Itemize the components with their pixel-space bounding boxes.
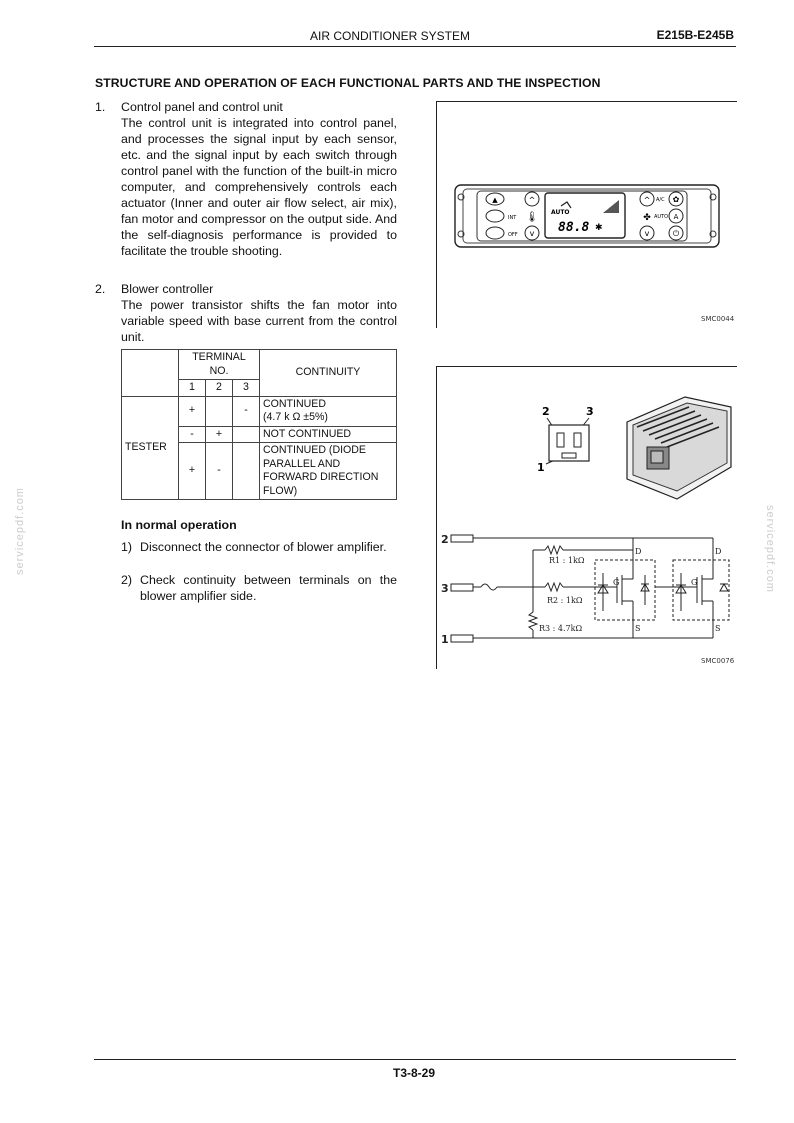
list-item-1 — [95, 99, 397, 259]
table-cell: + — [206, 426, 233, 443]
table-cell-continuity: CONTINUED (DIODE PARALLEL AND FORWARD DIRECTION FLOW) — [260, 443, 397, 500]
list-item-number: 2. — [95, 282, 106, 296]
control-panel-drawing — [437, 102, 737, 328]
terminal-label-3: 3 — [441, 582, 449, 595]
figure-code: SMC0076 — [701, 657, 735, 665]
header-rule — [94, 46, 736, 47]
pin-label-s: S — [715, 624, 721, 633]
label-int: INT — [508, 215, 517, 221]
temp-down-button — [525, 226, 539, 240]
table-header-terminal: TERMINAL NO. — [179, 350, 260, 380]
table-cell: - — [233, 396, 260, 426]
terminal-label-2: 2 — [441, 533, 449, 546]
normal-operation-heading: In normal operation — [121, 518, 237, 532]
table-cell-continuity: NOT CONTINUED — [260, 426, 397, 443]
list-item-title: Blower controller — [121, 282, 214, 296]
table-cell — [206, 396, 233, 426]
watermark-left: servicepdf.com — [14, 487, 26, 575]
header-model: E215B-E245B — [656, 28, 734, 42]
defrost-button — [486, 193, 504, 205]
lcd-auto-label: AUTO — [551, 209, 570, 216]
resistor-label-r1: R1 : 1kΩ — [549, 556, 585, 565]
step-item-2 — [121, 572, 397, 604]
figure-control-panel — [436, 101, 737, 328]
table-cell-continuity — [260, 396, 397, 426]
table-cell: + — [179, 396, 206, 426]
list-item-title: Control panel and control unit — [121, 100, 283, 114]
svg-text:v: v — [644, 229, 650, 238]
circuit-schematic — [441, 533, 729, 646]
svg-text:⏻: ⏻ — [672, 229, 680, 238]
label-ac: A/C — [656, 197, 665, 203]
footer-rule — [94, 1059, 736, 1060]
list-item-text: The power transistor shifts the fan motor into variable speed with base current from the control unit. — [121, 298, 397, 344]
continuity-line: (4.7 k Ω ±5%) — [263, 411, 328, 423]
table-corner-cell — [122, 350, 179, 397]
blower-amplifier-drawing — [437, 367, 737, 669]
amplifier-module-drawing — [627, 397, 731, 499]
step-text: Check continuity between terminals on the blower amplifier side. — [140, 573, 397, 603]
svg-text:^: ^ — [528, 195, 536, 205]
temp-up-button — [525, 192, 539, 206]
fan-down-button — [640, 226, 654, 240]
figure-code: SMC0044 — [701, 315, 735, 323]
svg-text:▲: ▲ — [492, 196, 498, 204]
table-header-terminal-3: 3 — [233, 380, 260, 397]
resistor-label-r3: R3 : 4.7kΩ — [539, 624, 583, 633]
table-cell: + — [179, 443, 206, 500]
continuity-table — [121, 349, 397, 500]
watermark-right: servicepdf.com — [764, 505, 776, 593]
pin-label-d: D — [635, 547, 642, 556]
table-row — [122, 396, 397, 426]
list-item-text: The control unit is integrated into control panel, and processes the signal input by each sensor, etc. and the signal input by each switch through control panel with the function of the built-in micro computer, and comprehensively controls each actuator (Inner and outer air flow select, air mix), fan motor and compressor on the output side. And the self-diagnosis performance is provided to facilitate the trouble shooting. — [121, 116, 397, 258]
section-heading: STRUCTURE AND OPERATION OF EACH FUNCTIONAL PARTS AND THE INSPECTION — [95, 76, 601, 90]
pin-label-g: G — [613, 578, 620, 587]
continuity-line: CONTINUED — [263, 397, 326, 410]
fan-icon: ✱ — [595, 223, 603, 233]
connector-label-1: 1 — [537, 461, 545, 474]
table-cell — [233, 443, 260, 500]
step-item-1 — [121, 539, 397, 555]
terminal-label-1: 1 — [441, 633, 449, 646]
thermometer-icon: 🌡 — [525, 212, 539, 223]
label-a: A — [673, 213, 679, 221]
page-number: T3-8-29 — [393, 1066, 436, 1080]
step-number: 1) — [121, 540, 133, 554]
pin-label-d: D — [715, 547, 722, 556]
list-item-2 — [95, 281, 397, 345]
connector-label-3: 3 — [586, 405, 594, 418]
table-header-terminal-2: 2 — [206, 380, 233, 397]
svg-text:✿: ✿ — [672, 195, 680, 204]
power-button — [669, 226, 683, 240]
step-text: Disconnect the connector of blower amplifier. — [140, 540, 387, 554]
table-header-terminal-1: 1 — [179, 380, 206, 397]
label-auto-btn: AUTO — [654, 214, 669, 220]
label-off: OFF — [508, 232, 518, 238]
fan-up-button — [640, 192, 654, 206]
connector-drawing — [537, 405, 594, 474]
svg-text:^: ^ — [643, 195, 651, 205]
table-row-label-tester: TESTER — [122, 396, 179, 500]
pin-label-s: S — [635, 624, 641, 633]
pin-label-g: G — [691, 578, 698, 587]
header-title: AIR CONDITIONER SYSTEM — [310, 29, 471, 43]
resistor-label-r2: R2 : 1kΩ — [547, 596, 583, 605]
table-cell: - — [179, 426, 206, 443]
table-cell: - — [206, 443, 233, 500]
list-item-number: 1. — [95, 100, 106, 114]
step-number: 2) — [121, 573, 133, 587]
svg-text:v: v — [529, 229, 535, 238]
table-header-continuity: CONTINUITY — [260, 350, 397, 397]
connector-label-2: 2 — [542, 405, 550, 418]
fan-symbol-icon: ✤ — [643, 213, 651, 223]
lcd-temp-readout: 88.8 — [558, 220, 590, 235]
table-cell — [233, 426, 260, 443]
figure-blower-amplifier — [436, 366, 737, 669]
